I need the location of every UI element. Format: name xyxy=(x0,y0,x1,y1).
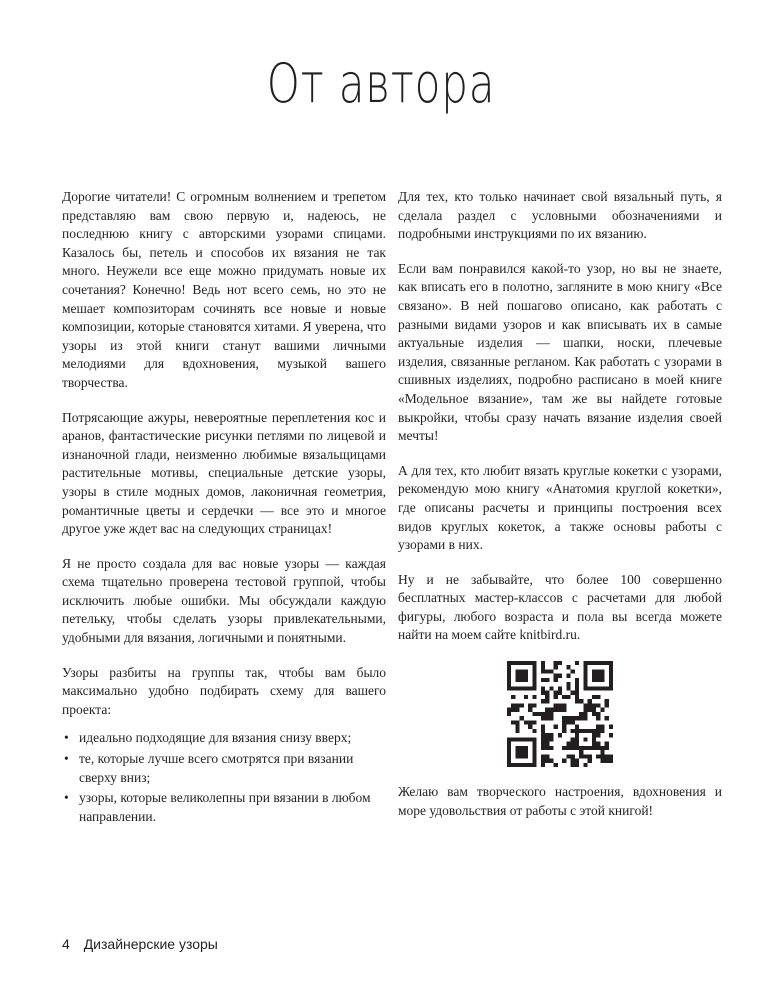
beginners-paragraph: Для тех, кто только начинает свой вязальный путь, я сделала раздел с условными обозначениями и подробными инструкциями по их вязанию. xyxy=(398,189,722,242)
left-column xyxy=(62,188,386,828)
page-title: От автора xyxy=(266,52,496,115)
right-column xyxy=(398,188,722,836)
intro-paragraph: Дорогие читатели! С огромным волнением и трепетом представляю вам свою первую и, надеюсь, не последнюю книгу с авторскими узорами спицами. Казалось бы, петель и способов их вязания не так много. Неужели все еще можно придумать новые их сочетания? Конечно! Ведь нот всего семь, но это не мешает композиторам сочинять все новые и новые композиции, которые становятся хитами. Я уверена, что узоры из этой книги станут вашими личными мелодиями для вдохновения, музыкой вашего творчества. xyxy=(62,189,386,390)
website-paragraph: Ну и не забывайте, что более 100 совершенно бесплатных мастер-классов с расчетами для любой фигуры, любого возраста и пола вы всегда можете найти на моем сайте knitbird.ru. xyxy=(398,571,722,643)
list-item: • идеально подходящие для вязания снизу вверх; xyxy=(62,729,386,748)
list-item: • те, которые лучше всего смотрятся при вязании сверху вниз; xyxy=(62,750,386,787)
page-number: 4 xyxy=(62,936,70,952)
book-title: Дизайнерские узоры xyxy=(83,936,218,952)
testing-paragraph: Я не просто создала для вас новые узоры — каждая схема тщательно проверена тестовой группой, чтобы исключить любые ошибки. Мы обсуждали каждую петельку, чтобы сделать узоры привлекательными, удобными для вязания, логичными и понятными. xyxy=(62,555,386,646)
closing-paragraph: Желаю вам творческого настроения, вдохновения и море удовольствия от работы с этой книгой! xyxy=(398,784,722,818)
qr-code-container xyxy=(398,661,722,767)
yoke-paragraph: А для тех, кто любит вязать круглые кокетки с узорами, рекомендую мою книгу «Анатомия круглой кокетки», где описаны расчеты и принципы построения всех видов круглых кокеток, а также основы работы с узорами в них. xyxy=(398,462,722,553)
page-footer xyxy=(62,936,218,952)
groups-list xyxy=(62,729,386,826)
groups-paragraph: Узоры разбиты на группы так, чтобы вам было максимально удобно подбирать схему для вашего проекта: xyxy=(62,664,386,717)
qr-code-icon[interactable] xyxy=(507,661,613,767)
list-item: • узоры, которые великолепны при вязании в любом направлении. xyxy=(62,789,386,826)
books-paragraph: Если вам понравился какой-то узор, но вы не знаете, как вписать его в полотно, загляните в мою книгу «Все связано». В ней пошагово описано, как работать с разными видами узоров и как вписывать их в самые актуальные изделия — шапки, носки, плечевые изделия, связанные регланом. Как работать с узорами в сшивных изделиях, подробно расписано в моей книге «Модельное вязание», там же вы найдете готовые выкройки, чтобы сразу начать вязание изделия своей мечты! xyxy=(398,260,722,444)
patterns-paragraph: Потрясающие ажуры, невероятные переплетения кос и аранов, фантастические рисунки петлями по лицевой и изнаночной глади, неизменно любимые вязальщицами растительные мотивы, специальные детские узоры, узоры в стиле модных домов, лаконичная геометрия, романтичные цветы и сердечки — все это и многое другое уже ждет вас на следующих страницах! xyxy=(62,409,386,537)
